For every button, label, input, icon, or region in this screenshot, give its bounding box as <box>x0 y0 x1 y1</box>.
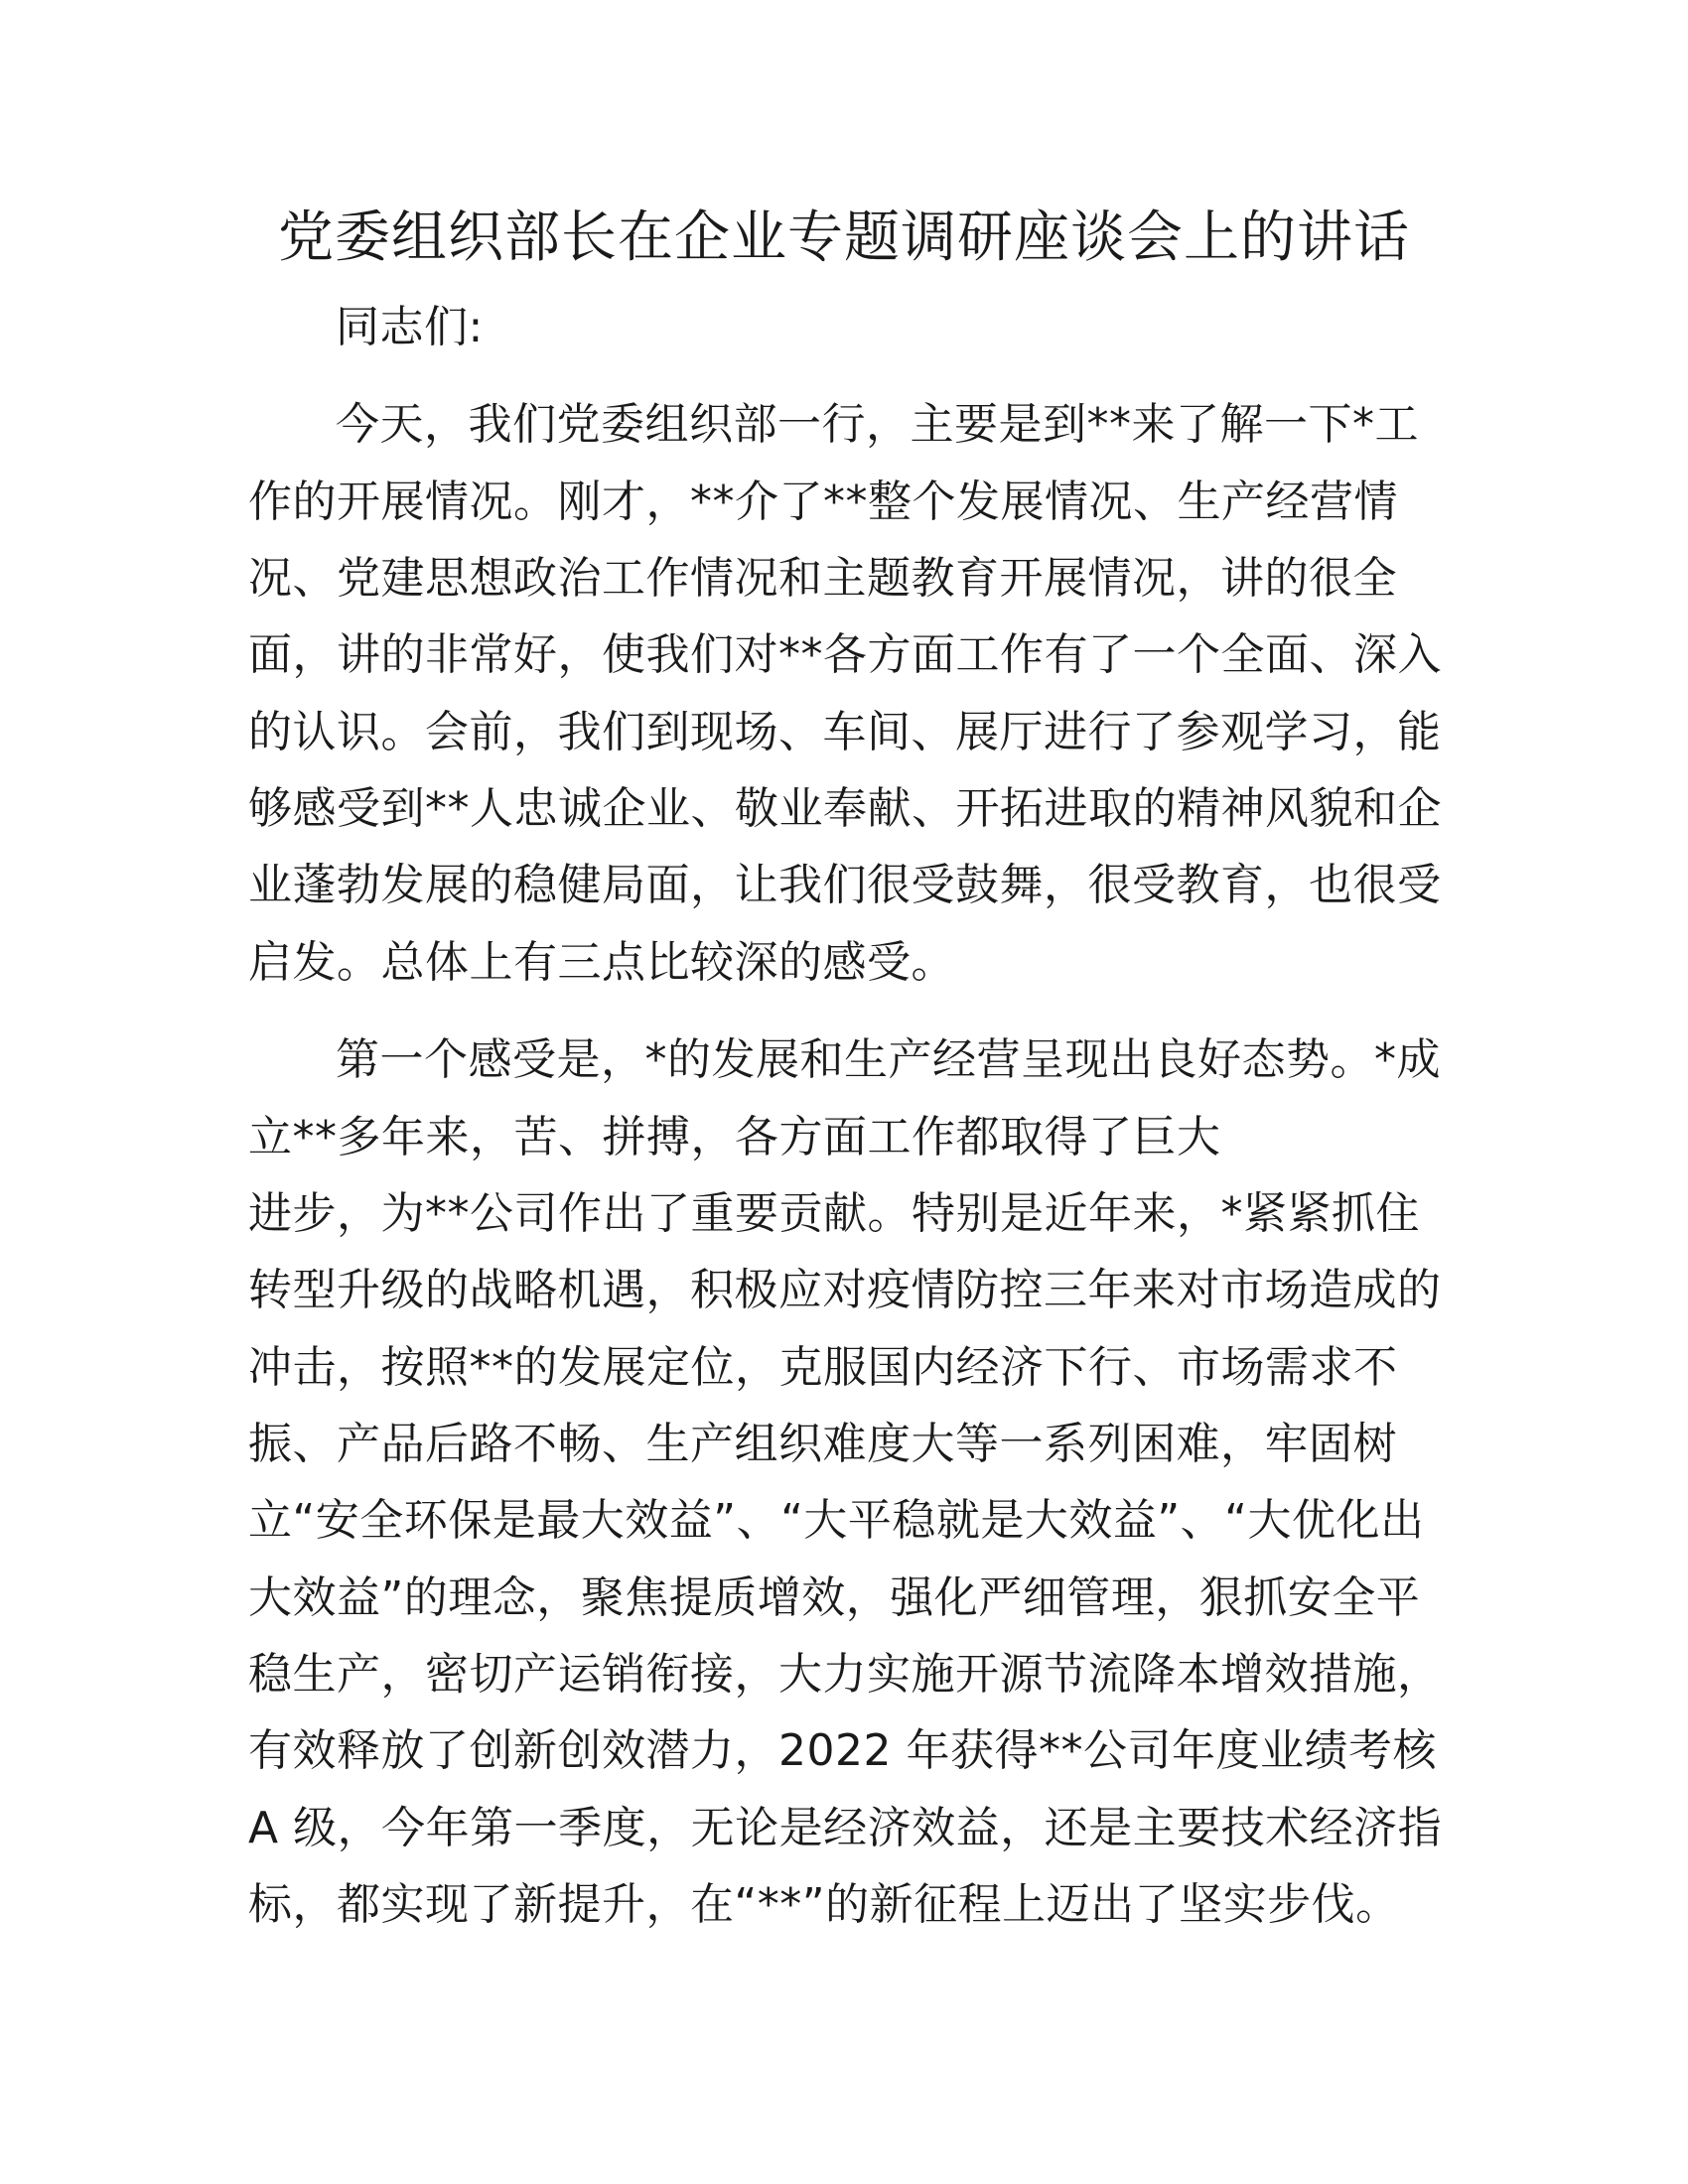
paragraph-line: A 级，今年第一季度，无论是经济效益，还是主要技术经济指 <box>248 1803 1443 1853</box>
paragraph-line: 稳生产，密切产运销衔接，大力实施开源节流降本增效措施， <box>248 1649 1442 1700</box>
paragraph-line: 大效益”的理念，聚焦提质增效，强化严细管理，狠抓安全平 <box>248 1572 1421 1623</box>
paragraph-line: 况、党建思想政治工作情况和主题教育开展情况，讲的很全 <box>248 553 1397 604</box>
paragraph-line: 的认识。会前，我们到现场、车间、展厅进行了参观学习，能 <box>248 707 1442 757</box>
paragraph-line: 有效释放了创新创效潜力，2022 年获得**公司年度业绩考核 <box>248 1725 1437 1776</box>
paragraph-line: 启发。总体上有三点比较深的感受。 <box>248 937 955 988</box>
paragraph-line: 今天，我们党委组织部一行，主要是到**来了解一下*工 <box>336 399 1419 450</box>
paragraph-line: 面，讲的非常好，使我们对**各方面工作有了一个全面、深入 <box>248 629 1442 680</box>
paragraph-line: 立“安全环保是最大效益”、“大平稳就是大效益”、“大优化出 <box>248 1495 1425 1546</box>
paragraph-line: 转型升级的战略机遇，积极应对疫情防控三年来对市场造成的 <box>248 1265 1442 1315</box>
paragraph-line: 作的开展情况。刚才，**介了**整个发展情况、生产经营情 <box>248 477 1398 527</box>
paragraph-line: 振、产品后路不畅、生产组织难度大等一系列困难，牢固树 <box>248 1419 1397 1469</box>
paragraph-line: 进步，为**公司作出了重要贡献。特别是近年来，*紧紧抓住 <box>248 1188 1420 1239</box>
paragraph-line: 冲击，按照**的发展定位，克服国内经济下行、市场需求不 <box>248 1342 1398 1393</box>
paragraph-line: 标，都实现了新提升，在“**”的新征程上迈出了坚实步伐。 <box>248 1879 1400 1930</box>
paragraph-line: 立**多年来，苦、拼搏，各方面工作都取得了巨大 <box>248 1112 1221 1162</box>
paragraph-line: 第一个感受是，*的发展和生产经营呈现出良好态势。*成 <box>336 1034 1441 1085</box>
paragraph-line: 够感受到**人忠诚企业、敬业奉献、开拓进取的精神风貌和企 <box>248 783 1442 834</box>
salutation: 同志们: <box>336 302 484 352</box>
document-title: 党委组织部长在企业专题调研座谈会上的讲话 <box>278 205 1410 270</box>
paragraph-line: 业蓬勃发展的稳健局面，让我们很受鼓舞，很受教育，也很受 <box>248 860 1442 910</box>
